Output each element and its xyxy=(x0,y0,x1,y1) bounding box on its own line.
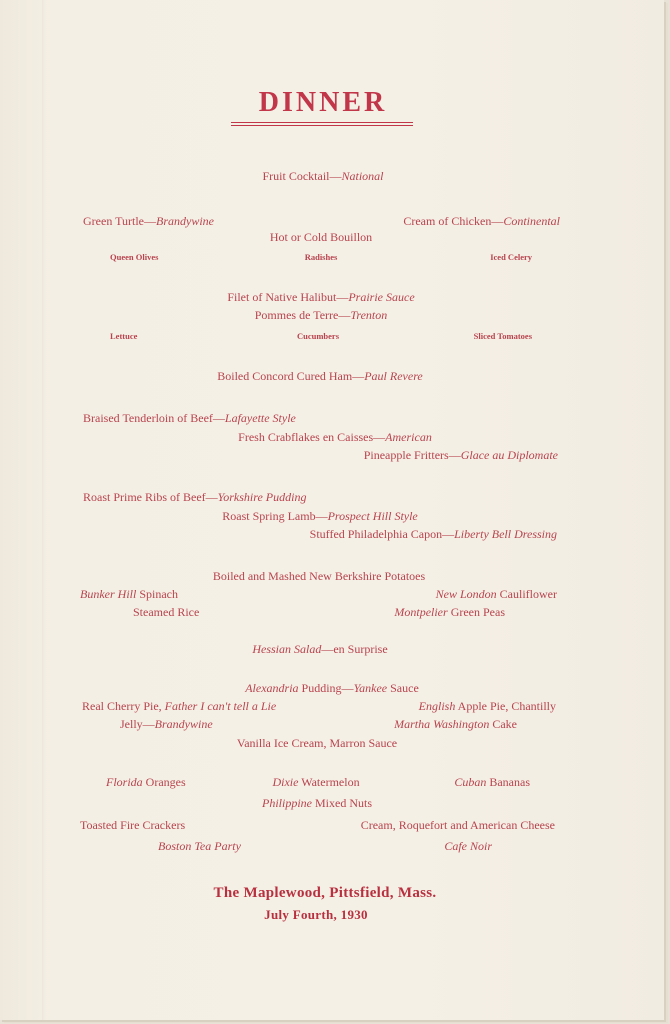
cured-ham: Boiled Concord Cured Ham—Paul Revere xyxy=(217,369,423,383)
potatoes: Boiled and Mashed New Berkshire Potatoes xyxy=(212,569,426,583)
bananas: Cuban Bananas xyxy=(454,775,530,789)
sliced-tomatoes: Sliced Tomatoes xyxy=(473,331,532,341)
fire-crackers: Toasted Fire Crackers xyxy=(80,818,186,832)
jelly: Jelly—Brandywine xyxy=(120,717,213,731)
halibut: Filet of Native Halibut—Prairie Sauce xyxy=(227,290,415,304)
paper-fold xyxy=(42,0,45,1020)
radishes: Radishes xyxy=(304,252,338,262)
hessian-salad: Hessian Salad—en Surprise xyxy=(252,642,388,656)
spinach: Bunker Hill Spinach xyxy=(80,587,178,601)
prime-ribs: Roast Prime Ribs of Beef—Yorkshire Pudding xyxy=(83,490,307,504)
cherry-pie: Real Cherry Pie, Father I can't tell a Lie xyxy=(82,699,277,713)
queen-olives: Queen Olives xyxy=(110,252,159,262)
tenderloin: Braised Tenderloin of Beef—Lafayette Style xyxy=(83,411,296,425)
boston-tea-party: Boston Tea Party xyxy=(158,839,241,853)
bouillon: Hot or Cold Bouillon xyxy=(269,230,373,244)
steamed-rice: Steamed Rice xyxy=(133,605,200,619)
crabflakes: Fresh Crabflakes en Caisses—American xyxy=(238,430,432,444)
title-underline xyxy=(231,122,413,126)
green-turtle: Green Turtle—Brandywine xyxy=(83,214,214,228)
cheese: Cream, Roquefort and American Cheese xyxy=(360,818,555,832)
oranges: Florida Oranges xyxy=(106,775,186,789)
watermelon: Dixie Watermelon xyxy=(272,775,360,789)
capon: Stuffed Philadelphia Capon—Liberty Bell Dressing xyxy=(309,527,557,541)
green-peas: Montpelier Green Peas xyxy=(394,605,505,619)
footer-venue: The Maplewood, Pittsfield, Mass. xyxy=(213,885,437,901)
fruit-cocktail: Fruit Cocktail—National xyxy=(262,169,384,183)
alexandria-pudding: Alexandria Pudding—Yankee Sauce xyxy=(245,681,419,695)
mixed-nuts: Philippine Mixed Nuts xyxy=(262,796,372,810)
iced-celery: Iced Celery xyxy=(490,252,532,262)
cauliflower: New London Cauliflower xyxy=(435,587,557,601)
menu-title: DINNER xyxy=(258,87,388,118)
pineapple-fritters: Pineapple Fritters—Glace au Diplomate xyxy=(363,448,558,462)
cream-of-chicken: Cream of Chicken—Continental xyxy=(403,214,560,228)
washington-cake: Martha Washington Cake xyxy=(394,717,517,731)
cucumbers: Cucumbers xyxy=(296,331,340,341)
spring-lamb: Roast Spring Lamb—Prospect Hill Style xyxy=(222,509,418,523)
pommes-de-terre: Pommes de Terre—Trenton xyxy=(254,308,388,322)
lettuce: Lettuce xyxy=(110,331,138,341)
ice-cream: Vanilla Ice Cream, Marron Sauce xyxy=(236,736,398,750)
apple-pie: English Apple Pie, Chantilly xyxy=(418,699,556,713)
footer-date: July Fourth, 1930 xyxy=(264,907,368,922)
cafe-noir: Cafe Noir xyxy=(444,839,492,853)
